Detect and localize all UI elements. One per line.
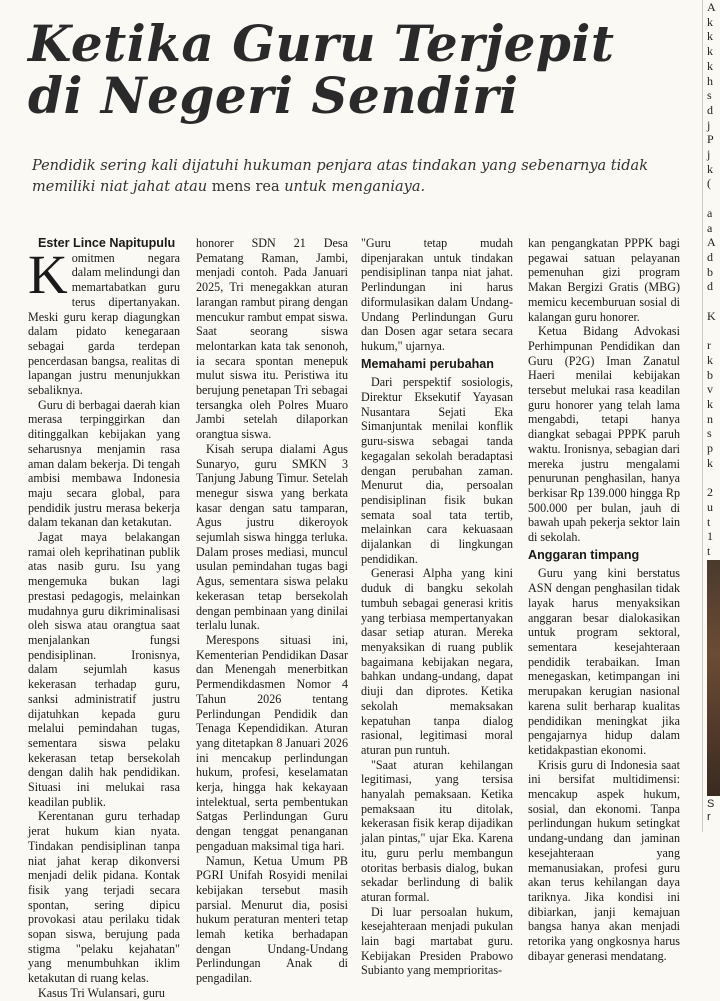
paragraph: "Guru tetap mudah dipenjarakan untuk tindakan pendisiplinan tanpa niat jahat. Perlindungan ini harus diformulasikan dalam Undang-Undang Perlindungan Guru dan Dosen agar setara secara hukum," ujarnya. xyxy=(361,236,513,353)
lead-text: omitmen negara dalam melindungi dan memartabatkan guru terus dipertanyakan. Meski guru kerap diagungkan dalam pidato kenegaraan sebagai garda terdepan pencerdasan bangsa, realitas di lapangan justru menunjukkan sebaliknya. xyxy=(28,250,180,398)
headline-line-1: Ketika Guru Terjepit xyxy=(28,14,615,73)
deck xyxy=(32,156,672,198)
paragraph: Namun, Ketua Umum PB PGRI Unifah Rosyidi menilai kebijakan tersebut masih parsial. Menurut dia, posisi hukum peraturan menteri tetap lemah ketika berhadapan dengan Undang-Undang Perlindungan Anak di pengadilan. xyxy=(196,853,348,986)
paragraph: Generasi Alpha yang kini duduk di bangku sekolah tumbuh sebagai generasi kritis yang terbiasa mempertanyakan dasar setiap aturan. Mereka menyaksikan di ruang publik bagaimana kebijakan negara, bahkan undang-undang, dapat diuji dan diprotes. Ketika sekolah memaksakan kepatuhan tanpa dialog rasional, legitimasi moral aturan pun runtuh. xyxy=(361,566,513,757)
headline-line-2: di Negeri Sendiri xyxy=(28,66,519,125)
column-divider xyxy=(702,0,703,832)
deck-term: mens rea xyxy=(211,179,280,195)
paragraph: Merespons situasi ini, Kementerian Pendidikan Dasar dan Menengah menerbitkan Permendikdasmen Nomor 4 Tahun 2026 tentang Perlindungan Pendidik dan Tenaga Kependidikan. Aturan yang ditetapkan 8 Januari 2026 ini mencakup perlindungan hukum, profesi, keselamatan kerja, hingga hak kekayaan intelektual, serta pembentukan Satgas Perlindungan Guru dengan tenggat penanganan pengaduan maksimal tiga hari. xyxy=(196,632,348,853)
paragraph: honorer SDN 21 Desa Pematang Raman, Jambi, menjadi contoh. Pada Januari 2025, Tri menegakkan aturan larangan rambut pirang dengan mencukur rambut empat siswa. Saat seorang siswa melontarkan kata tak senonoh, ia secara spontan menepuk mulut siswa itu. Peristiwa itu berujung penetapan Tri sebagai tersangka oleh Polres Muaro Jambi setelah dilaporkan orangtua siswa. xyxy=(196,236,348,442)
paragraph: Ketua Bidang Advokasi Perhimpunan Pendidikan dan Guru (P2G) Iman Zanatul Haeri menilai kebijakan tersebut melukai rasa keadilan guru honorer yang telah lama mengabdi, tetapi hanya diangkat sebagai PPPK paruh waktu. Ironisnya, sebagian dari mereka justru mengalami penurunan penghasilan, hanya berkisar Rp 139.000 hingga Rp 500.000 per bulan, jauh di bawah upah pekerja sektor lain di sekolah. xyxy=(528,324,680,545)
paragraph: Kisah serupa dialami Agus Sunaryo, guru SMKN 3 Tanjung Jabung Timur. Setelah menegur siswa yang berkata kasar dengan satu tamparan, Agus justru dikeroyok sejumlah siswa hingga terluka. Dalam proses mediasi, muncul usulan pemindahan tugas bagi Agus, sementara siswa pelaku kekerasan tetap bersekolah dengan pembinaan yang dinilai terlalu lunak. xyxy=(196,441,348,633)
paragraph: Krisis guru di Indonesia saat ini bersifat multidimensi: mencakup aspek hukum, sosial, dan ekonomi. Tanpa perlindungan hukum setingkat undang-undang dan jaminan kesejahteraan yang memanusiakan, profesi guru akan terus kehilangan daya tariknya. Jika kondisi ini dibiarkan, janji kemajuan bangsa hanya akan menjadi retorika yang ongkosnya harus dibayar generasi mendatang. xyxy=(528,757,680,963)
paragraph: Guru yang kini berstatus ASN dengan penghasilan tidak layak harus menyaksikan anggaran besar dialokasikan untuk program sektoral, sementara kesejahteraan pendidik terabaikan. Iman menegaskan, ketimpangan ini merupakan kerugian nasional karena sulit berharap kualitas pendidikan meningkat jika pengajarnya hidup dalam ketidakpastian ekonomi. xyxy=(528,566,680,757)
paragraph: Di luar persoalan hukum, kesejahteraan menjadi pukulan lain bagi martabat guru. Kebijakan Presiden Prabowo Subianto yang memprioritas- xyxy=(361,904,513,978)
paragraph: Kasus Tri Wulansari, guru xyxy=(38,985,165,1000)
headline xyxy=(28,14,678,125)
drop-cap: K xyxy=(28,243,68,305)
column-1 xyxy=(28,236,180,1000)
paragraph: Kerentanan guru terhadap jerat hukum kian nyata. Tindakan pendisiplinan tanpa niat jahat kerap dikonversi menjadi delik pidana. Kontak fisik yang terjadi secara spontan, sering dipicu provokasi atau perilaku tidak sopan siswa, berujung pada stigma "pelaku kejahatan" yang menumbuhkan iklim ketakutan di ruang kelas. xyxy=(28,809,180,986)
column-4 xyxy=(528,236,680,963)
subheading-anggaran-timpang: Anggaran timpang xyxy=(528,547,640,562)
paragraph: Jagat maya belakangan ramai oleh keprihatinan publik atas nasib guru. Isu yang mengemuka bukan lagi prestasi pedagogis, melainkan mudahnya guru dikriminalisasi oleh siswa atau orangtua saat menjalankan fungsi pendisiplinan. Ironisnya, dalam sejumlah kasus kekerasan terhadap guru, sanksi administratif justru dijatuhkan kepada guru melalui pemindahan tugas, sementara siswa pelaku kekerasan tetap bersekolah dengan dalih hak pendidikan. Situasi ini melukai rasa keadilan publik. xyxy=(28,530,180,809)
column-2 xyxy=(196,236,348,986)
paragraph: Dari perspektif sosiologis, Direktur Eksekutif Yayasan Nusantara Sejati Eka Simanjuntak menilai konflik guru-siswa sebagai tanda kegagalan sekolah beradaptasi dengan perubahan zaman. Menurut dia, persoalan pendisiplinan fisik bukan semata soal tata tertib, melainkan cara kekuasaan dijalankan di lingkungan pendidikan. xyxy=(361,375,513,566)
paragraph: kan pengangkatan PPPK bagi pegawai satuan pelayanan pemenuhan gizi program Makan Bergizi Gratis (MBG) memicu kecemburuan sosial di kalangan guru honorer. xyxy=(528,236,680,324)
subheading-memahami-perubahan: Memahami perubahan xyxy=(361,356,494,371)
deck-prefix: Pendidik sering kali dijatuhi hukuman penjara atas tindakan yang sebenarnya tidak memiliki niat jahat atau xyxy=(32,158,648,195)
adjacent-article-fragment: A k k k k h s d j P j k ( a a A d b d K r k b v k n s p k 2 u t 1 t xyxy=(707,0,716,559)
column-3 xyxy=(361,236,513,978)
deck-suffix: untuk menganiaya. xyxy=(279,179,426,195)
adjacent-photo xyxy=(707,560,720,796)
author-byline: Ester Lince Napitupulu xyxy=(38,236,176,250)
paragraph: "Saat aturan kehilangan legitimasi, yang tersisa hanyalah pemaksaan. Ketika pemaksaan itu ditolak, kekerasan fisik kerap dijadikan jalan pintas," ujar Eka. Karena itu, guru perlu membangun otoritas berbasis dialog, bukan sekadar berlindung di balik aturan formal. xyxy=(361,757,513,904)
paragraph: Guru di berbagai daerah kian merasa terpinggirkan dan ditinggalkan kebijakan yang seharusnya menjamin rasa aman dalam bekerja. Di tengah ambisi membawa Indonesia maju secara global, para pendidik justru merasa bekerja dalam tekanan dan ketakutan. xyxy=(28,397,180,530)
adjacent-caption-fragment: S r xyxy=(707,798,715,823)
